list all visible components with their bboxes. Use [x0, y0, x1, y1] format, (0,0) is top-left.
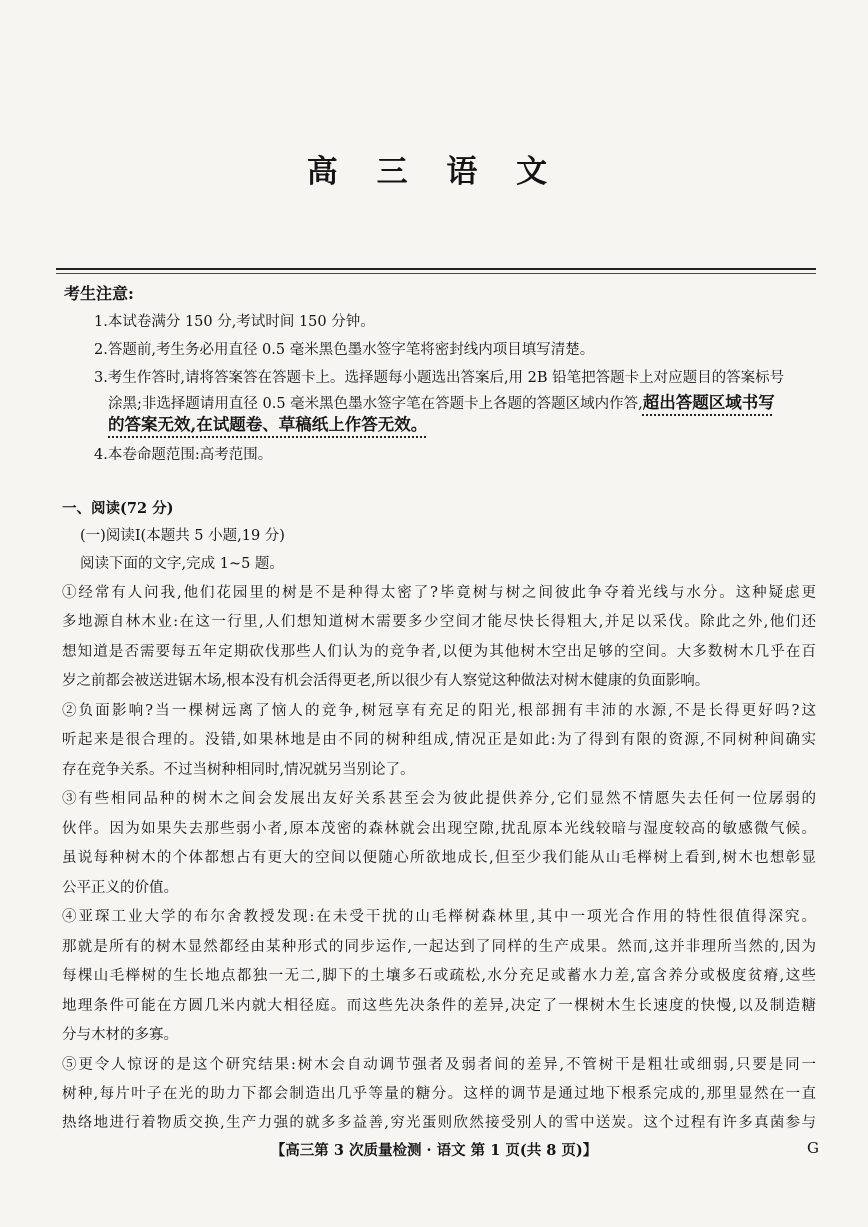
paragraph-4-line-2: 那就是所有的树木显然都经由某种形式的同步运作,一起达到了同样的生产成果。然而,这并非理所当然的,因为: [62, 939, 816, 955]
notice-item-3-line-1: 3.考生作答时,请将答案答在答题卡上。选择题每小题选出答案后,用 2B 铅笔把答题卡上对应题目的答案标号: [94, 370, 785, 386]
notice-item-3-line-3: [108, 411, 427, 435]
paragraph-3-line-1: ③有些相同品种的树木之间会发展出友好关系甚至会为彼此提供养分,它们显然不情愿失去任何一位孱弱的: [62, 791, 816, 807]
paragraph-5-line-3: 热络地进行着物质交换,生产力强的就多多益善,穷光蛋则欣然接受别人的雪中送炭。这个过程有许多真菌参与: [62, 1115, 816, 1131]
paragraph-3-line-2: 伙伴。因为如果失去那些弱小者,原本茂密的森林就会出现空隙,扰乱原本光线较暗与湿度较高的敏感微气候。: [62, 821, 816, 837]
page-footer: 【高三第 3 次质量检测 · 语文 第 1 页(共 8 页)】: [270, 1142, 598, 1159]
reading-instruction: 阅读下面的文字,完成 1~5 题。: [80, 556, 284, 572]
paragraph-1-line-3: 想知道是否需要每五年定期砍伐那些人们认为的竞争者,以便为其他树木空出足够的空间。大多数树木几乎在百: [62, 644, 816, 660]
paragraph-2-line-1: ②负面影响?当一棵树远离了恼人的竞争,树冠享有充足的阳光,根部拥有丰沛的水源,不是长得更好吗?这: [62, 703, 816, 719]
paragraph-4-line-4: 地理条件可能在方圆几米内就大相径庭。而这些先决条件的差异,决定了一棵树木生长速度的快慢,以及制造糖: [62, 998, 816, 1014]
paragraph-1-line-1: ①经常有人问我,他们花园里的树是不是种得太密了?毕竟树与树之间彼此争夺着光线与水分。这种疑虑更: [62, 585, 816, 601]
paragraph-3-line-4: 公平正义的价值。: [62, 880, 178, 896]
header-divider-thick: [56, 268, 816, 270]
section-heading: 一、阅读(72 分): [62, 500, 174, 517]
paragraph-1-line-4: 岁之前都会被送进锯木场,根本没有机会活得更老,所以很少有人察觉这种做法对树木健康的负面影响。: [62, 673, 710, 689]
notice-item-2: 2.答题前,考生务必用直径 0.5 毫米黑色墨水签字笔将密封线内项目填写清楚。: [94, 342, 595, 358]
paragraph-2-line-3: 存在竞争关系。不过当树种相同时,情况就另当别论了。: [62, 762, 415, 778]
paragraph-4-line-1: ④亚琛工业大学的布尔舍教授发现:在未受干扰的山毛榉树森林里,其中一项光合作用的特性很值得深究。: [62, 909, 816, 925]
footer-version-letter: G: [807, 1139, 819, 1157]
notice-item-3-plain: 涂黑;非选择题请用直径 0.5 毫米黑色墨水签字笔在答题卡上各题的答题区域内作答,: [108, 396, 643, 412]
paragraph-4-line-5: 分与木材的多寡。: [62, 1027, 178, 1043]
exam-title: 高 三 语 文: [306, 154, 562, 190]
paragraph-1-line-2: 多地源自林木业:在这一行里,人们想知道树木需要多少空间才能尽快长得粗大,并足以采伐。除此之外,他们还: [62, 614, 816, 630]
paragraph-5-line-1: ⑤更令人惊讶的是这个研究结果:树木会自动调节强者及弱者间的差异,不管树干是粗壮或细弱,只要是同一: [62, 1057, 816, 1073]
paragraph-4-line-3: 每棵山毛榉树的生长地点都独一无二,脚下的土壤多石或疏松,水分充足或蓄水力差,富含养分或极度贫瘠,这些: [62, 968, 816, 984]
subsection-heading: (一)阅读Ⅰ(本题共 5 小题,19 分): [80, 528, 285, 544]
notice-item-3-emphasis-cont: 的答案无效,在试题卷、草稿纸上作答无效。: [108, 415, 428, 434]
notice-item-3-emphasis: 超出答题区域书写: [642, 393, 775, 412]
paragraph-3-line-3: 虽说每种树木的个体都想占有更大的空间以便随心所欲地成长,但至少我们能从山毛榉树上看到,树木也想彰显: [62, 850, 816, 866]
notice-item-3-line-2: [108, 389, 775, 413]
paragraph-2-line-2: 听起来是很合理的。没错,如果林地是由不同的树种组成,情况正是如此:为了得到有限的资源,不同树种间确实: [62, 732, 816, 748]
notice-item-1: 1.本试卷满分 150 分,考试时间 150 分钟。: [94, 314, 375, 330]
notice-item-4: 4.本卷命题范围:高考范围。: [94, 447, 273, 463]
notice-heading: 考生注意:: [64, 284, 134, 303]
header-divider-thin: [56, 273, 816, 274]
paragraph-5-line-2: 树种,每片叶子在光的助力下都会制造出几乎等量的糖分。这样的调节是通过地下根系完成的,那里显然在一直: [62, 1086, 816, 1102]
